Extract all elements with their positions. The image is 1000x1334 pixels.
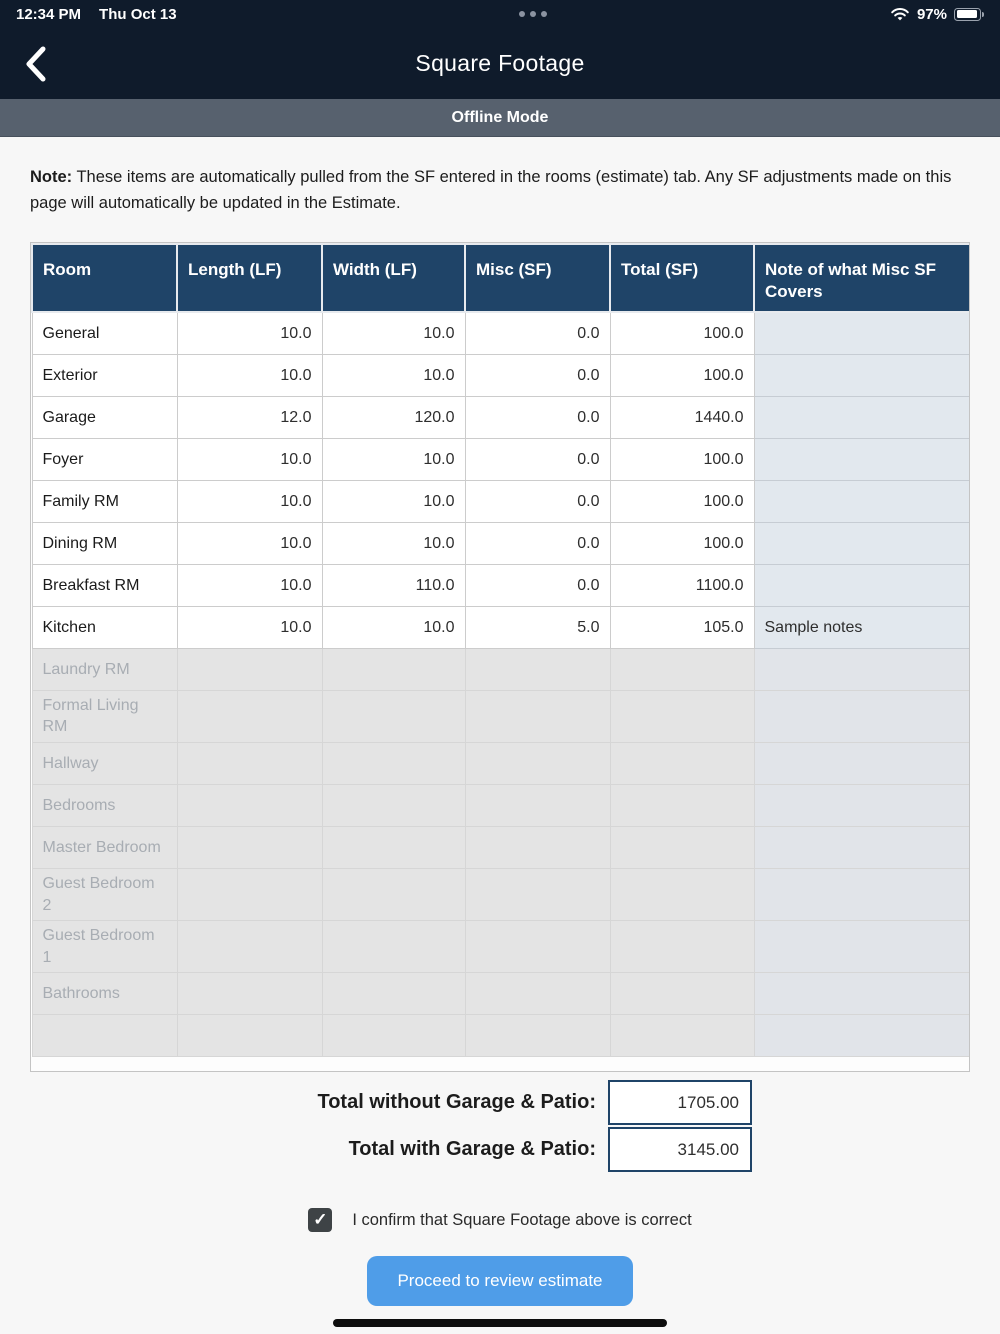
width-cell[interactable]: 10.0 — [322, 522, 465, 564]
header-room: Room — [32, 244, 177, 312]
misc-cell — [465, 827, 610, 869]
misc-cell[interactable]: 0.0 — [465, 354, 610, 396]
status-time: 12:34 PM — [16, 5, 82, 23]
room-name-cell: Dining RM — [32, 522, 177, 564]
width-cell[interactable]: 10.0 — [322, 606, 465, 648]
misc-cell[interactable]: 5.0 — [465, 606, 610, 648]
back-button[interactable] — [14, 42, 58, 86]
totals-section — [0, 1080, 752, 1172]
length-cell — [177, 648, 322, 690]
room-name-cell: Exterior — [32, 354, 177, 396]
total-cell[interactable]: 100.0 — [610, 438, 754, 480]
misc-cell — [465, 1015, 610, 1057]
multitask-dots-icon — [519, 11, 547, 17]
room-name-cell: Kitchen — [32, 606, 177, 648]
total-cell[interactable]: 1440.0 — [610, 396, 754, 438]
table-row — [32, 606, 970, 648]
length-cell — [177, 827, 322, 869]
misc-cell[interactable]: 0.0 — [465, 564, 610, 606]
table-row — [32, 522, 970, 564]
width-cell — [322, 1015, 465, 1057]
width-cell[interactable]: 120.0 — [322, 396, 465, 438]
misc-note-cell — [754, 869, 970, 921]
width-cell — [322, 785, 465, 827]
total-without-garage-field[interactable]: 1705.00 — [608, 1080, 752, 1125]
home-indicator[interactable] — [333, 1319, 667, 1327]
misc-cell — [465, 743, 610, 785]
status-bar — [0, 0, 1000, 28]
total-cell — [610, 869, 754, 921]
wifi-icon — [890, 7, 910, 22]
width-cell — [322, 869, 465, 921]
misc-note-cell[interactable] — [754, 522, 970, 564]
width-cell[interactable]: 10.0 — [322, 312, 465, 354]
misc-note-cell[interactable] — [754, 354, 970, 396]
room-name-cell: Breakfast RM — [32, 564, 177, 606]
total-cell — [610, 785, 754, 827]
misc-note-cell[interactable] — [754, 396, 970, 438]
room-name-cell: General — [32, 312, 177, 354]
length-cell — [177, 690, 322, 742]
table-row — [32, 480, 970, 522]
misc-note-cell — [754, 690, 970, 742]
table-row — [32, 743, 970, 785]
total-cell — [610, 973, 754, 1015]
room-name-cell: Foyer — [32, 438, 177, 480]
length-cell — [177, 921, 322, 973]
total-cell[interactable]: 1100.0 — [610, 564, 754, 606]
confirm-row — [0, 1208, 1000, 1232]
offline-mode-label: Offline Mode — [451, 108, 549, 126]
header-total: Total (SF) — [610, 244, 754, 312]
room-name-cell: Bedrooms — [32, 785, 177, 827]
length-cell — [177, 1015, 322, 1057]
length-cell[interactable]: 12.0 — [177, 396, 322, 438]
nav-bar — [0, 28, 1000, 99]
total-cell — [610, 648, 754, 690]
battery-icon — [954, 8, 984, 21]
width-cell[interactable]: 10.0 — [322, 480, 465, 522]
misc-note-cell — [754, 827, 970, 869]
misc-cell[interactable]: 0.0 — [465, 438, 610, 480]
misc-cell — [465, 921, 610, 973]
length-cell — [177, 973, 322, 1015]
total-cell[interactable]: 100.0 — [610, 354, 754, 396]
room-name-cell — [32, 1015, 177, 1057]
table-row — [32, 438, 970, 480]
room-name-cell: Garage — [32, 396, 177, 438]
length-cell[interactable]: 10.0 — [177, 312, 322, 354]
room-name-cell: Guest Bedroom 2 — [32, 869, 177, 921]
table-row — [32, 973, 970, 1015]
table-row — [32, 785, 970, 827]
length-cell[interactable]: 10.0 — [177, 606, 322, 648]
total-cell[interactable]: 100.0 — [610, 312, 754, 354]
length-cell — [177, 869, 322, 921]
total-cell[interactable]: 105.0 — [610, 606, 754, 648]
total-cell[interactable]: 100.0 — [610, 522, 754, 564]
header-note: Note of what Misc SF Covers — [754, 244, 970, 312]
width-cell — [322, 921, 465, 973]
total-with-garage-label: Total with Garage & Patio: — [348, 1138, 596, 1161]
status-date: Thu Oct 13 — [99, 5, 177, 23]
total-cell — [610, 921, 754, 973]
length-cell[interactable]: 10.0 — [177, 480, 322, 522]
confirm-label: I confirm that Square Footage above is correct — [352, 1210, 692, 1229]
misc-cell — [465, 973, 610, 1015]
misc-note-cell — [754, 973, 970, 1015]
width-cell — [322, 973, 465, 1015]
total-cell — [610, 743, 754, 785]
misc-note-cell[interactable] — [754, 480, 970, 522]
table-row — [32, 312, 970, 354]
room-name-cell: Hallway — [32, 743, 177, 785]
table-row — [32, 396, 970, 438]
table-row — [32, 869, 970, 921]
length-cell[interactable]: 10.0 — [177, 354, 322, 396]
misc-note-cell — [754, 785, 970, 827]
header-length: Length (LF) — [177, 244, 322, 312]
length-cell[interactable]: 10.0 — [177, 522, 322, 564]
header-misc: Misc (SF) — [465, 244, 610, 312]
misc-note-cell[interactable]: Sample notes — [754, 606, 970, 648]
misc-note-cell[interactable] — [754, 564, 970, 606]
length-cell — [177, 785, 322, 827]
width-cell — [322, 648, 465, 690]
misc-cell — [465, 648, 610, 690]
total-without-garage-label: Total without Garage & Patio: — [317, 1091, 596, 1114]
total-cell — [610, 690, 754, 742]
top-bar — [0, 0, 1000, 99]
room-name-cell: Guest Bedroom 1 — [32, 921, 177, 973]
misc-cell — [465, 785, 610, 827]
length-cell — [177, 743, 322, 785]
table-header-row — [32, 244, 970, 312]
total-cell — [610, 827, 754, 869]
misc-cell — [465, 869, 610, 921]
room-name-cell: Laundry RM — [32, 648, 177, 690]
misc-cell[interactable]: 0.0 — [465, 522, 610, 564]
width-cell[interactable]: 10.0 — [322, 354, 465, 396]
room-name-cell: Master Bedroom — [32, 827, 177, 869]
misc-note-cell[interactable] — [754, 438, 970, 480]
width-cell — [322, 827, 465, 869]
misc-note-cell — [754, 743, 970, 785]
check-icon: ✓ — [313, 1210, 328, 1230]
square-footage-table-scroll[interactable] — [30, 242, 970, 1072]
width-cell[interactable]: 110.0 — [322, 564, 465, 606]
table-row — [32, 690, 970, 742]
table-row — [32, 564, 970, 606]
total-with-garage-field[interactable]: 3145.00 — [608, 1127, 752, 1172]
confirm-checkbox[interactable] — [308, 1208, 332, 1232]
width-cell — [322, 743, 465, 785]
proceed-button[interactable]: Proceed to review estimate — [367, 1256, 632, 1306]
misc-note-cell — [754, 648, 970, 690]
misc-cell[interactable]: 0.0 — [465, 480, 610, 522]
table-row — [32, 354, 970, 396]
width-cell — [322, 690, 465, 742]
misc-cell[interactable]: 0.0 — [465, 312, 610, 354]
chevron-left-icon — [25, 46, 47, 82]
note-label: Note: — [30, 168, 73, 186]
page-title: Square Footage — [415, 50, 585, 76]
table-row — [32, 921, 970, 973]
misc-note-cell[interactable] — [754, 312, 970, 354]
table-body — [32, 312, 970, 1057]
length-cell[interactable]: 10.0 — [177, 438, 322, 480]
table-row — [32, 1015, 970, 1057]
room-name-cell: Formal Living RM — [32, 690, 177, 742]
battery-percent: 97% — [916, 5, 947, 23]
length-cell[interactable]: 10.0 — [177, 564, 322, 606]
misc-cell — [465, 690, 610, 742]
note-text: These items are automatically pulled from the SF entered in the rooms (estimate) tab. Any SF adjustments made on this page will automatically be updated in the Estimate. — [30, 168, 952, 212]
table-row — [32, 648, 970, 690]
total-cell — [610, 1015, 754, 1057]
total-cell[interactable]: 100.0 — [610, 480, 754, 522]
room-name-cell: Bathrooms — [32, 973, 177, 1015]
misc-note-cell — [754, 1015, 970, 1057]
header-width: Width (LF) — [322, 244, 465, 312]
misc-note-cell — [754, 921, 970, 973]
room-name-cell: Family RM — [32, 480, 177, 522]
note-paragraph — [0, 137, 985, 216]
table-row — [32, 827, 970, 869]
width-cell[interactable]: 10.0 — [322, 438, 465, 480]
misc-cell[interactable]: 0.0 — [465, 396, 610, 438]
square-footage-table — [31, 243, 970, 1057]
offline-mode-banner — [0, 99, 1000, 137]
